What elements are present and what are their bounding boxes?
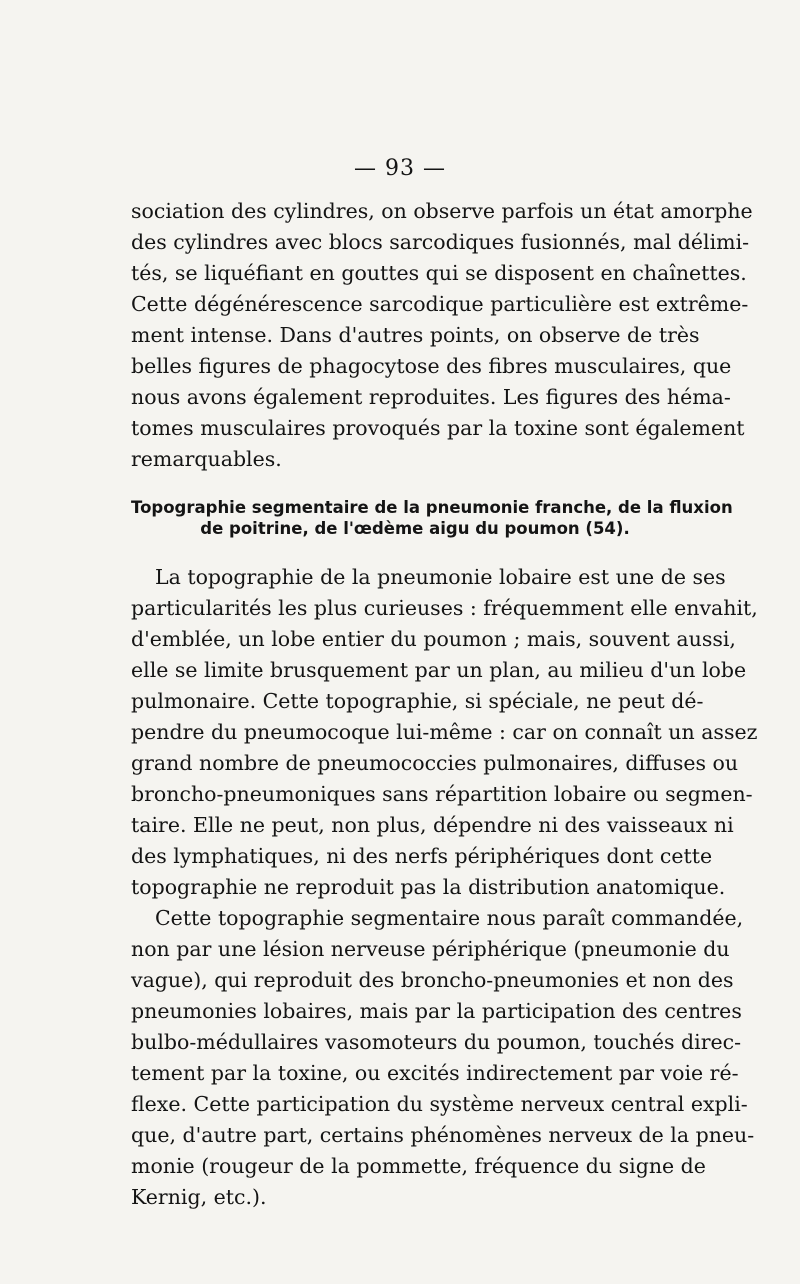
page-number: — 93 — (354, 156, 446, 181)
heading-line-1: Topographie segmentaire de la pneumonie franche, de la fluxion (131, 498, 733, 517)
text-line: particularités les plus curieuses : fréquemment elle envahit, (131, 596, 758, 620)
text-line: pneumonies lobaires, mais par la participation des centres (131, 999, 742, 1023)
text-line: elle se limite brusquement par un plan, au milieu d'un lobe (131, 658, 747, 682)
text-line: La topographie de la pneumonie lobaire est une de ses (155, 565, 726, 589)
heading-line-2: de poitrine, de l'œdème aigu du poumon (54). (200, 519, 630, 538)
text-line: Kernig, etc.). (131, 1185, 267, 1209)
text-line: des lymphatiques, ni des nerfs périphériques dont cette (131, 844, 713, 868)
text-line: sociation des cylindres, on observe parfois un état amorphe (131, 199, 753, 223)
text-line: flexe. Cette participation du système nerveux central expli- (131, 1092, 748, 1116)
text-line: Cette topographie segmentaire nous paraît commandée, (155, 906, 744, 930)
text-line: tomes musculaires provoqués par la toxine sont également (131, 416, 745, 440)
text-line: pulmonaire. Cette topographie, si spéciale, ne peut dé- (131, 689, 704, 713)
text-line: ment intense. Dans d'autres points, on observe de très (131, 323, 700, 347)
text-line: grand nombre de pneumococcies pulmonaires, diffuses ou (131, 751, 739, 775)
text-line: d'emblée, un lobe entier du poumon ; mais, souvent aussi, (131, 627, 736, 651)
text-line: Cette dégénérescence sarcodique particulière est extrême- (131, 292, 749, 316)
text-line: vague), qui reproduit des broncho-pneumonies et non des (131, 968, 734, 992)
text-line: nous avons également reproduites. Les figures des héma- (131, 385, 731, 409)
text-line: non par une lésion nerveuse périphérique (pneumonie du (131, 937, 730, 961)
text-line: remarquables. (131, 447, 282, 471)
text-line: que, d'autre part, certains phénomènes nerveux de la pneu- (131, 1123, 755, 1147)
text-line: des cylindres avec blocs sarcodiques fusionnés, mal délimi- (131, 230, 750, 254)
text-line: bulbo-médullaires vasomoteurs du poumon, touchés direc- (131, 1030, 742, 1054)
text-line: monie (rougeur de la pommette, fréquence du signe de (131, 1154, 706, 1178)
text-line: topographie ne reproduit pas la distribution anatomique. (131, 875, 726, 899)
text-line: tement par la toxine, ou excités indirectement par voie ré- (131, 1061, 739, 1085)
text-line: belles figures de phagocytose des fibres musculaires, que (131, 354, 732, 378)
text-line: tés, se liquéfiant en gouttes qui se disposent en chaînettes. (131, 261, 747, 285)
text-line: broncho-pneumoniques sans répartition lobaire ou segmen- (131, 782, 753, 806)
text-line: pendre du pneumocoque lui-même : car on connaît un assez (131, 720, 758, 744)
text-line: taire. Elle ne peut, non plus, dépendre ni des vaisseaux ni (131, 813, 734, 837)
